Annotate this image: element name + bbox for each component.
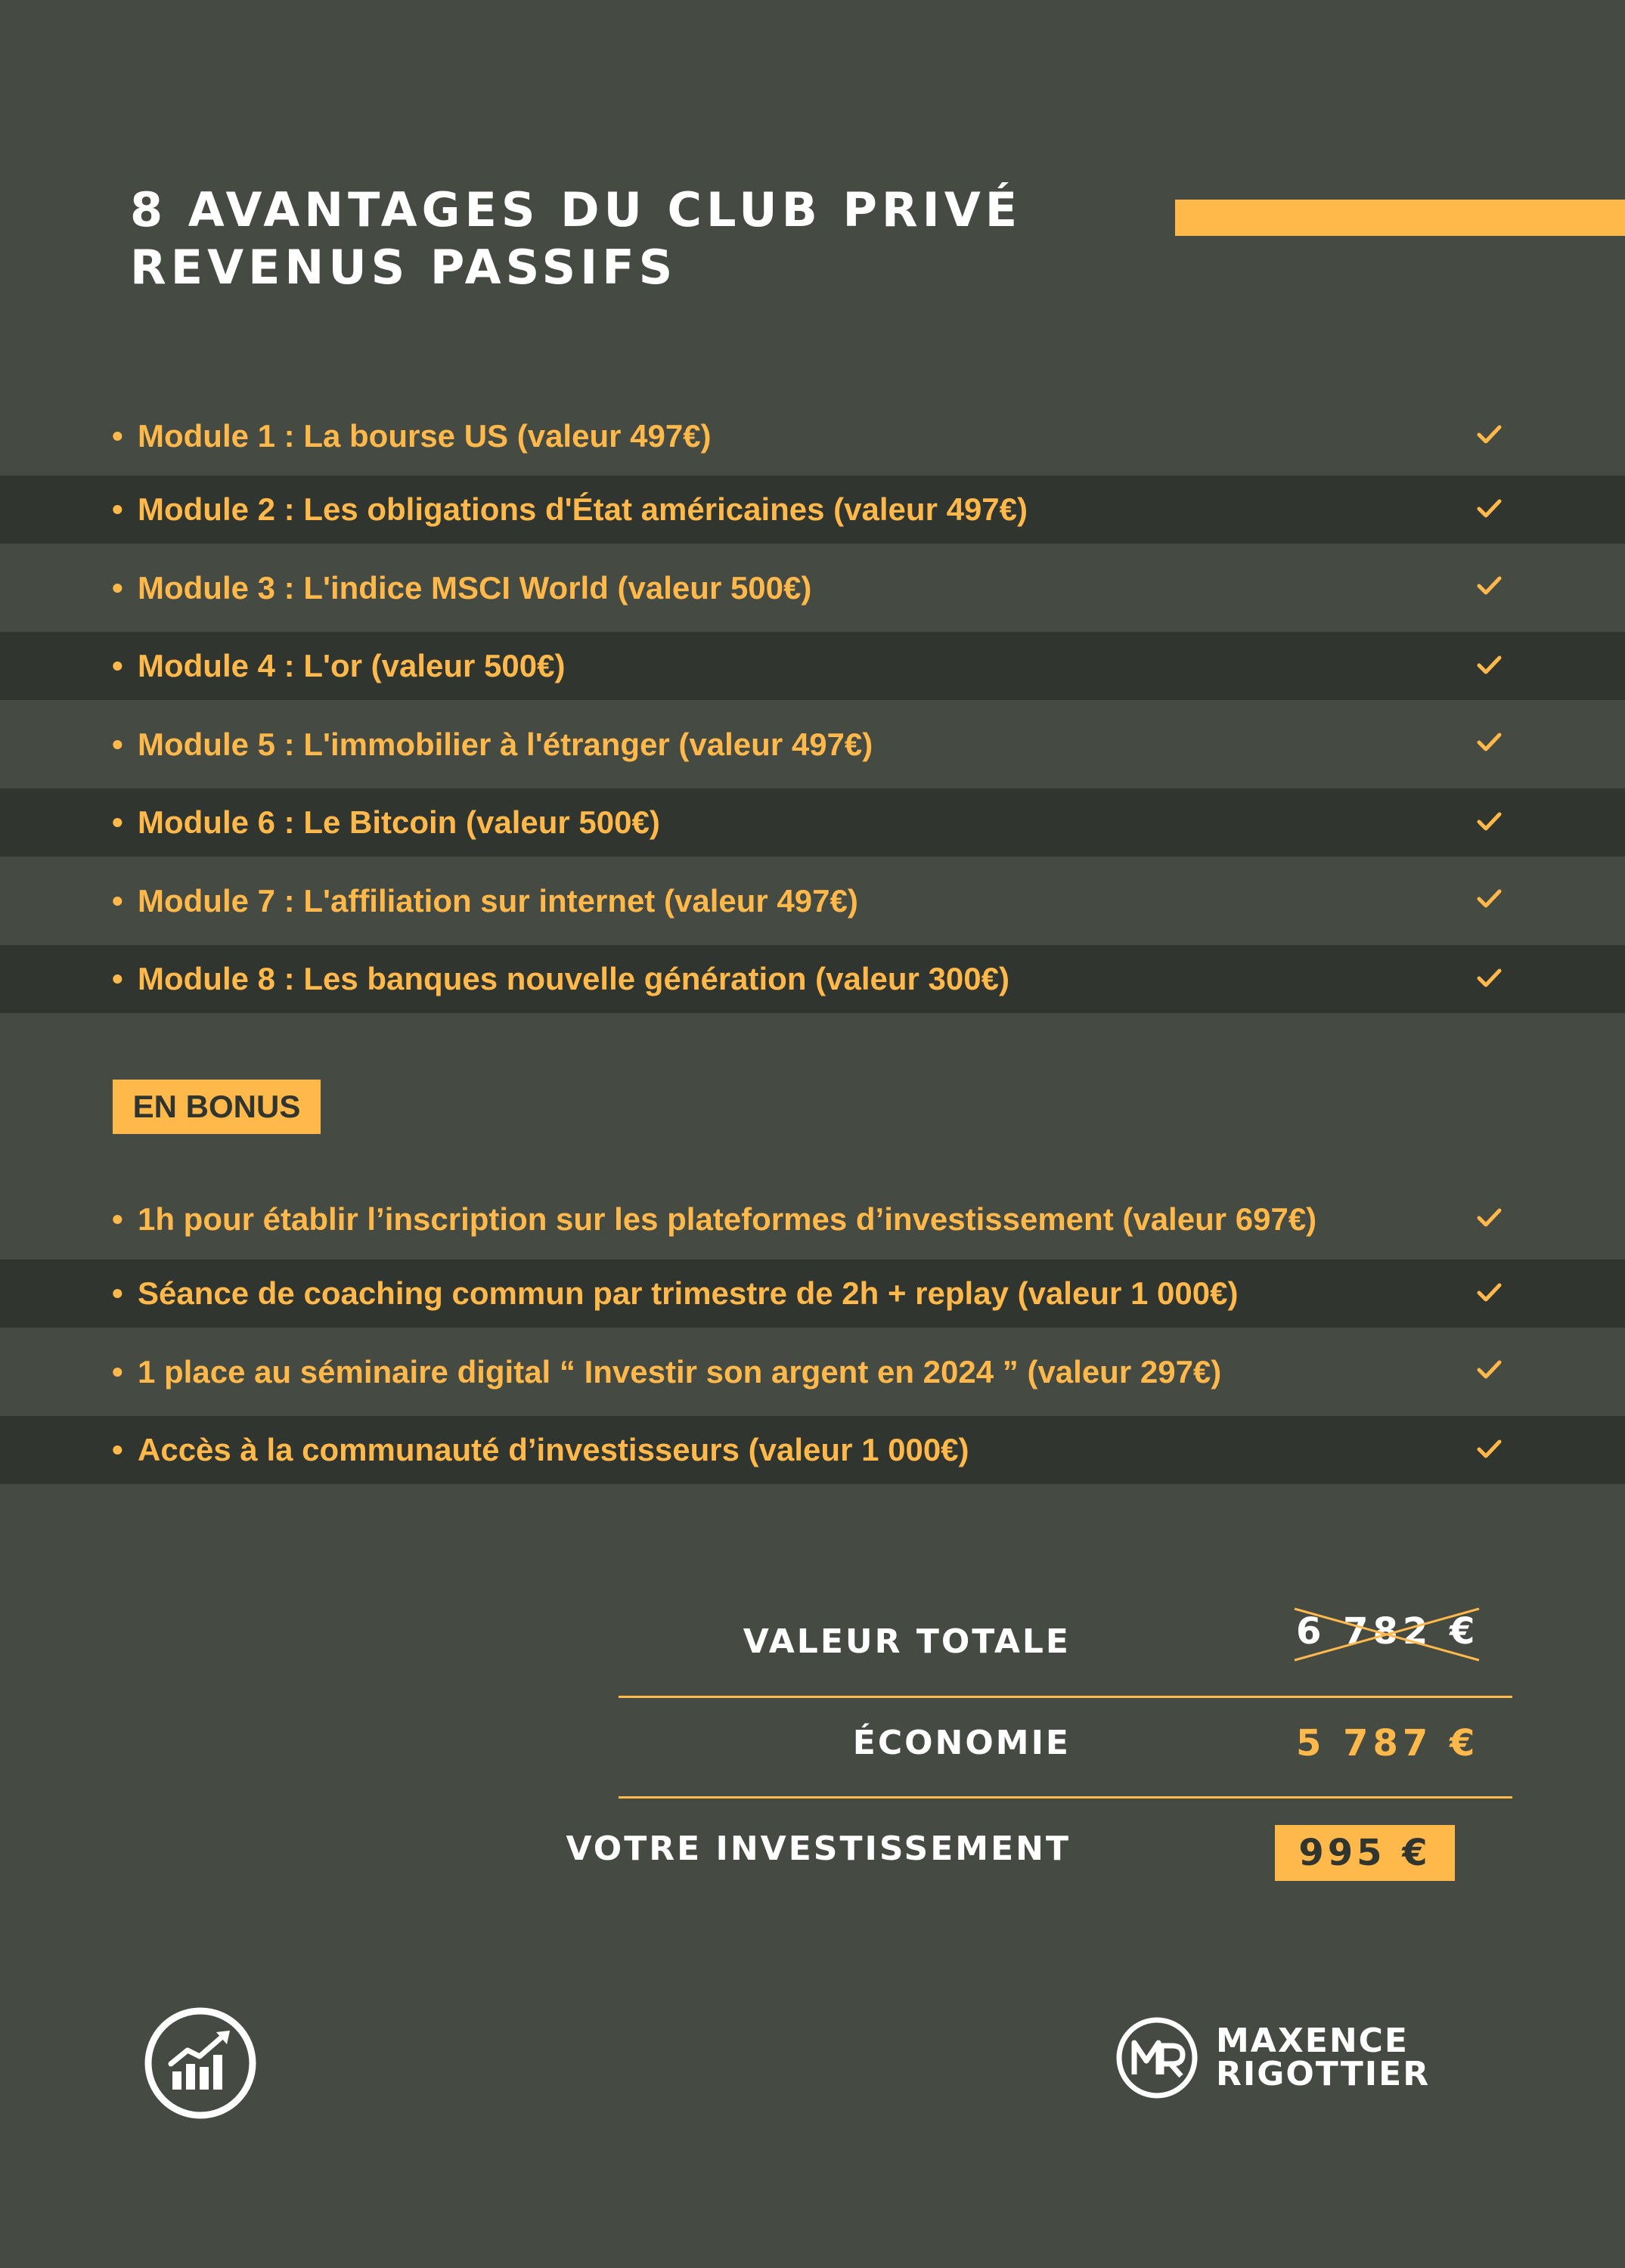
- bonus-tag: EN BONUS: [113, 1080, 321, 1134]
- bonus-text: Séance de coaching commun par trimestre de 2h + replay (valeur 1 000€): [138, 1275, 1239, 1311]
- check-icon: [1473, 882, 1505, 914]
- check-icon: [1473, 1201, 1505, 1233]
- accent-bar: [1175, 200, 1625, 236]
- bullet: •: [112, 882, 123, 919]
- bonus-text: 1 place au séminaire digital “ Investir son argent en 2024 ” (valeur 297€): [138, 1353, 1222, 1390]
- list-item: [0, 544, 1625, 632]
- list-item: [0, 476, 1625, 544]
- growth-chart-icon: [144, 2006, 257, 2120]
- bullet: •: [112, 648, 123, 683]
- page-title: [130, 181, 1022, 296]
- module-text: Module 4 : L'or (valeur 500€): [138, 648, 566, 683]
- bullet: •: [112, 1353, 123, 1390]
- check-icon: [1473, 492, 1505, 524]
- module-text: Module 3 : L'indice MSCI World (valeur 500€): [138, 569, 812, 606]
- list-item: [0, 789, 1625, 857]
- bullet: •: [112, 569, 123, 606]
- investment-label: VOTRE INVESTISSEMENT: [566, 1830, 1071, 1868]
- investment-price-box: [1275, 1825, 1455, 1881]
- check-icon: [1473, 1433, 1505, 1464]
- list-item: [0, 945, 1625, 1013]
- strike-cross-icon: [1293, 1601, 1482, 1669]
- mr-monogram-logo: [1115, 2015, 1199, 2100]
- bullet: •: [112, 1432, 123, 1467]
- bullet: •: [112, 1201, 123, 1237]
- total-value-label: VALEUR TOTALE: [743, 1622, 1071, 1661]
- list-item: [0, 632, 1625, 700]
- total-value: 6 782 €: [1296, 1610, 1480, 1653]
- list-item: [0, 1179, 1625, 1259]
- bonus-text: 1h pour établir l’inscription sur les plateformes d’investissement (valeur 697€): [138, 1201, 1317, 1237]
- check-icon: [1473, 726, 1505, 758]
- module-text: Module 8 : Les banques nouvelle génération (valeur 300€): [138, 961, 1009, 996]
- bullet: •: [112, 1275, 123, 1311]
- bonus-text: Accès à la communauté d’investisseurs (valeur 1 000€): [138, 1432, 969, 1467]
- title-line-1: 8 AVANTAGES DU CLUB PRIVÉ: [130, 182, 1022, 237]
- savings-value: 5 787 €: [1296, 1722, 1480, 1765]
- bonus-list: [0, 1179, 1625, 1484]
- check-icon: [1473, 1276, 1505, 1308]
- list-item: [0, 857, 1625, 945]
- brand-line-2: RIGOTTIER: [1216, 2055, 1431, 2093]
- bullet: •: [112, 491, 123, 527]
- bullet: •: [112, 418, 123, 454]
- module-text: Module 6 : Le Bitcoin (valeur 500€): [138, 804, 660, 840]
- check-icon: [1473, 805, 1505, 837]
- brand-name: [1216, 2022, 1431, 2093]
- divider: [619, 1796, 1512, 1799]
- investment-value: 995 €: [1298, 1832, 1431, 1874]
- check-icon: [1473, 418, 1505, 450]
- modules-list: [0, 397, 1625, 1013]
- module-text: Module 5 : L'immobilier à l'étranger (valeur 497€): [138, 726, 873, 762]
- check-icon: [1473, 1353, 1505, 1385]
- bullet: •: [112, 804, 123, 840]
- module-text: Module 2 : Les obligations d'État américaines (valeur 497€): [138, 491, 1028, 527]
- module-text: Module 7 : L'affiliation sur internet (valeur 497€): [138, 882, 858, 919]
- list-item: [0, 1328, 1625, 1416]
- check-icon: [1473, 649, 1505, 680]
- savings-label: ÉCONOMIE: [852, 1724, 1071, 1762]
- list-item: [0, 1259, 1625, 1328]
- bullet: •: [112, 726, 123, 762]
- list-item: [0, 700, 1625, 789]
- check-icon: [1473, 962, 1505, 993]
- title-line-2: REVENUS PASSIFS: [130, 240, 678, 295]
- brand: [1115, 2015, 1430, 2100]
- brand-line-1: MAXENCE: [1216, 2022, 1409, 2060]
- list-item: [0, 1416, 1625, 1484]
- bullet: •: [112, 961, 123, 996]
- total-value-struck: [1296, 1601, 1480, 1653]
- list-item: [0, 397, 1625, 476]
- check-icon: [1473, 569, 1505, 601]
- module-text: Module 1 : La bourse US (valeur 497€): [138, 418, 712, 454]
- divider: [619, 1696, 1512, 1698]
